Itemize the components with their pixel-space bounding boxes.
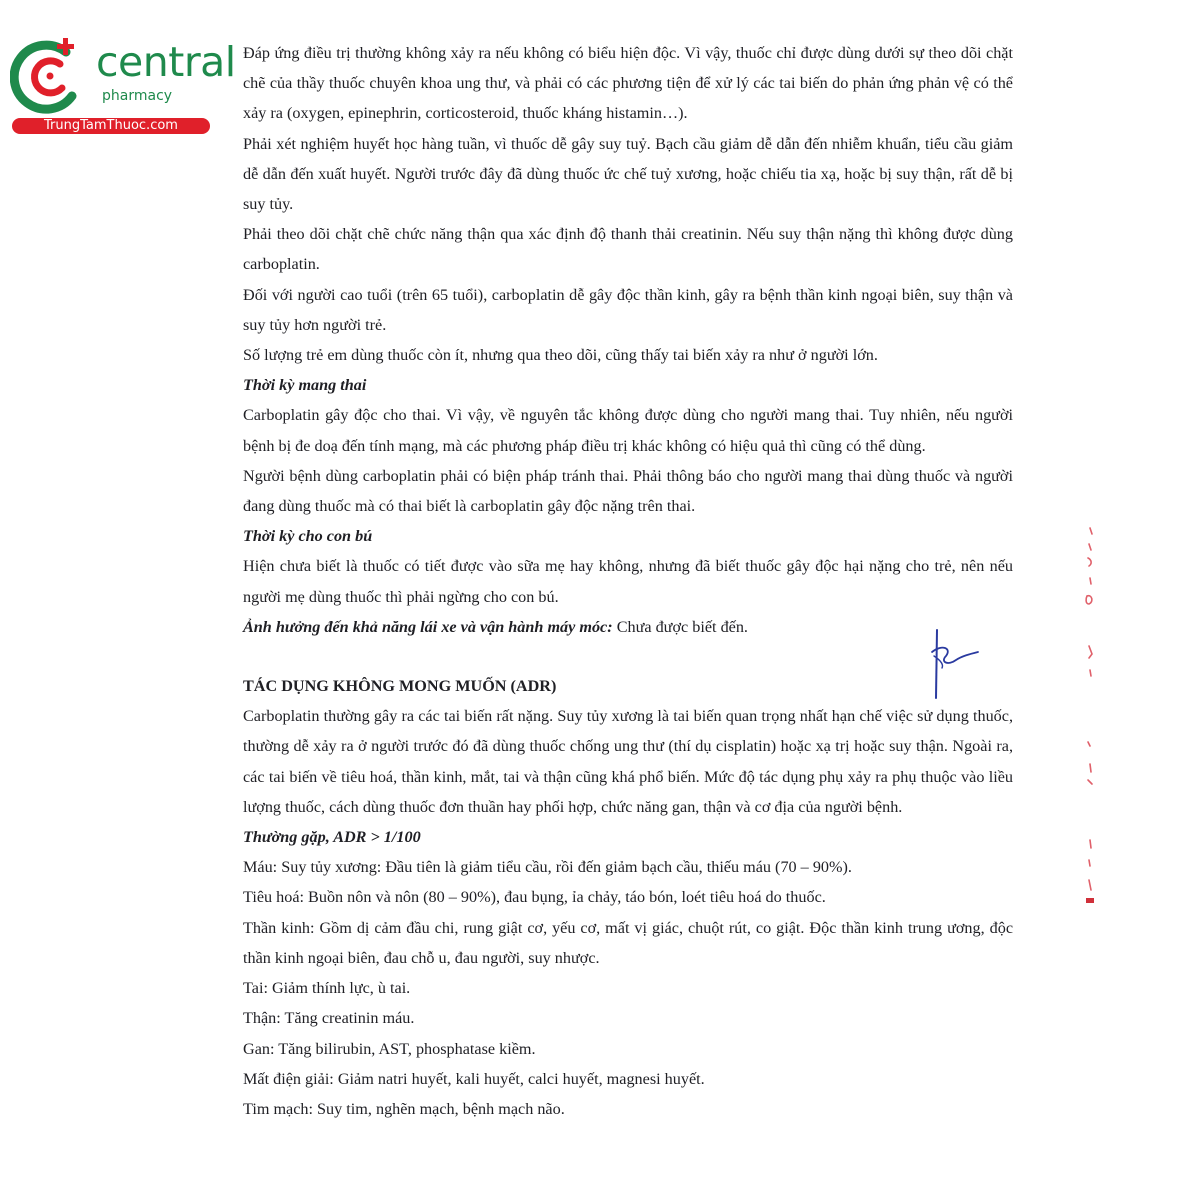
paragraph: Phải xét nghiệm huyết học hàng tuần, vì thuốc dễ gây suy tuỷ. Bạch cầu giảm dễ dẫn đến nhiễm khuẩn, tiểu cầu giảm dễ dẫn đến xuất huyết. Người trước đây đã dùng thuốc ức chế tuỷ xương, hoặc chiếu tia xạ, hoặc bị suy thận, rất dễ bị suy tủy. (243, 134, 1013, 214)
paragraph: Mất điện giải: Giảm natri huyết, kali huyết, calci huyết, magnesi huyết. (243, 1069, 705, 1088)
paragraph: Người bệnh dùng carboplatin phải có biện pháp tránh thai. Phải thông báo cho người mang thai dùng thuốc và người đang dùng thuốc mà có thai biết là carboplatin gây độc nặng trên thai. (243, 466, 1013, 516)
paragraph: Tiêu hoá: Buồn nôn và nôn (80 – 90%), đau bụng, ỉa chảy, táo bón, loét tiêu hoá do thuốc. (243, 888, 826, 907)
brand-subtitle: pharmacy (102, 88, 173, 104)
paragraph: Máu: Suy tủy xương: Đầu tiên là giảm tiểu cầu, rồi đến giảm bạch cầu, thiếu máu (70 – 90%). (243, 858, 852, 877)
central-pharmacy-logo-icon (10, 36, 90, 116)
paragraph: Số lượng trẻ em dùng thuốc còn ít, nhưng qua theo dõi, cũng thấy tai biến xảy ra như ở người lớn. (243, 346, 878, 365)
paragraph: Thần kinh: Gồm dị cảm đầu chi, rung giật cơ, yếu cơ, mất vị giác, chuột rút, co giật. Độc thần kinh trung ương, độc thần kinh ngoại biên, đau chỗ u, đau người, suy nhược. (243, 918, 1013, 967)
subsection-heading: Thời kỳ cho con bú (243, 527, 373, 546)
paragraph: Đáp ứng điều trị thường không xảy ra nếu không có biểu hiện độc. Vì vậy, thuốc chỉ được dùng dưới sự theo dõi chặt chẽ của thầy thuốc chuyên khoa ung thư, và phải có các phương tiện để xử lý các tai biến do phản ứng phản vệ có thể xảy ra (oxygen, epinephrin, corticosteroid, thuốc kháng histamin…). (243, 44, 1013, 123)
brand-site-banner: TrungTamThuoc.com (12, 118, 210, 134)
paragraph: Gan: Tăng bilirubin, AST, phosphatase kiềm. (243, 1039, 536, 1058)
handwritten-signature (922, 626, 984, 704)
paragraph: Tim mạch: Suy tim, nghẽn mạch, bệnh mạch não. (243, 1099, 565, 1118)
brand-name: central (96, 38, 236, 86)
paragraph: Carboplatin gây độc cho thai. Vì vậy, về nguyên tắc không được dùng cho người mang thai. Tuy nhiên, nếu người bệnh bị đe doạ đến tính mạng, mà các phương pháp điều trị khác không có hiệu quả thì cũng có thể dùng. (243, 406, 1013, 455)
subsection-heading: Thời kỳ mang thai (243, 376, 367, 395)
paragraph: Carboplatin thường gây ra các tai biến rất nặng. Suy tủy xương là tai biến quan trọng nhất hạn chế việc sử dụng thuốc, thường dễ xảy ra ở người trước đó đã dùng thuốc chống ung thư (thí dụ cisplatin) hoặc xạ trị hoặc suy thận. Ngoài ra, các tai biến về tiêu hoá, thần kinh, mắt, tai và thận cũng khá phổ biến. Mức độ tác dụng phụ xảy ra phụ thuộc vào liều lượng thuốc, cách dùng thuốc đơn thuần hay phối hợp, chức năng gan, thận và cơ địa của người bệnh. (243, 707, 1013, 816)
paragraph: Đối với người cao tuổi (trên 65 tuổi), carboplatin dễ gây độc thần kinh, gây ra bệnh thần kinh ngoại biên, suy thận và suy tủy hơn người trẻ. (243, 285, 1013, 334)
central-pharmacy-logo[interactable] (10, 36, 236, 136)
paragraph (243, 612, 1013, 642)
document-body (243, 38, 1013, 1124)
margin-stamp-marks (1076, 520, 1106, 920)
paragraph: Tai: Giảm thính lực, ù tai. (243, 979, 411, 998)
paragraph-text: Chưa được biết đến. (612, 617, 748, 636)
inline-heading: Ảnh hưởng đến khả năng lái xe và vận hành máy móc: (243, 617, 613, 636)
paragraph: Hiện chưa biết là thuốc có tiết được vào sữa mẹ hay không, nhưng đã biết thuốc gây độc hại nặng cho trẻ, nên nếu người mẹ dùng thuốc thì phải ngừng cho con bú. (243, 557, 1013, 606)
subsection-heading: Thường gặp, ADR > 1/100 (243, 828, 421, 847)
section-title: TÁC DỤNG KHÔNG MONG MUỐN (ADR) (243, 677, 557, 696)
paragraph: Thận: Tăng creatinin máu. (243, 1009, 415, 1028)
paragraph: Phải theo dõi chặt chẽ chức năng thận qua xác định độ thanh thải creatinin. Nếu suy thận nặng thì không được dùng carboplatin. (243, 225, 1013, 274)
